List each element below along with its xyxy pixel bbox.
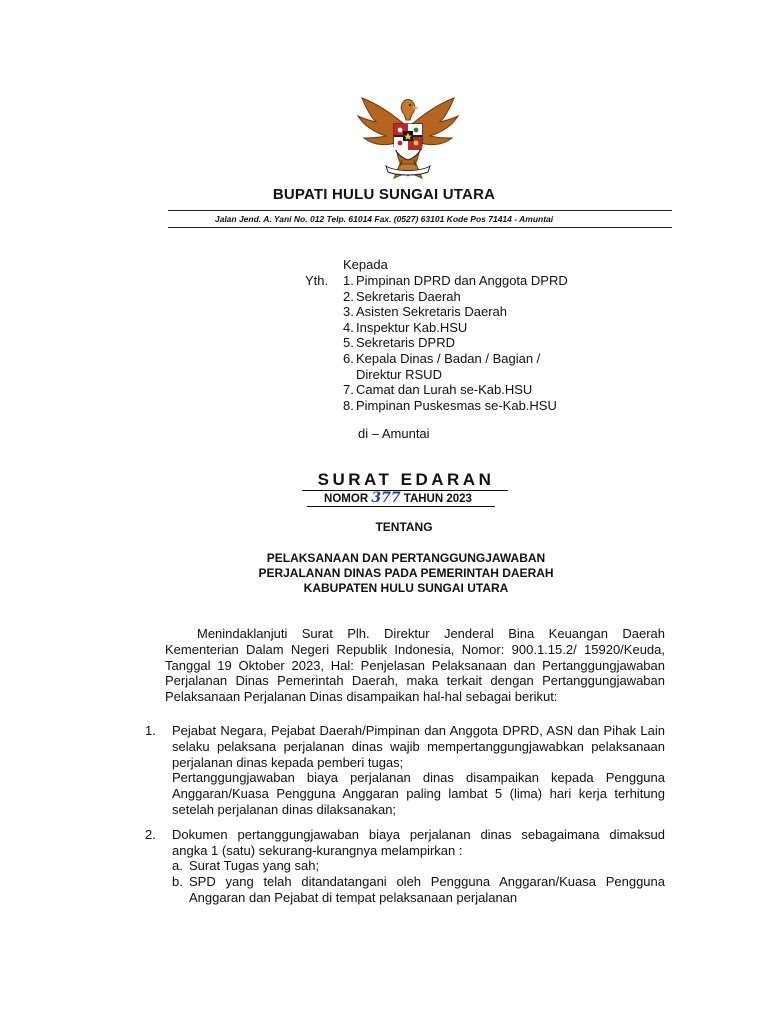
point-number: 1. bbox=[145, 723, 156, 738]
header-rule-top bbox=[168, 210, 672, 211]
body-intro bbox=[165, 626, 665, 705]
document-number bbox=[0, 490, 768, 506]
nomor-label: NOMOR bbox=[324, 493, 369, 505]
sub-item: a. Surat Tugas yang sah; bbox=[172, 858, 320, 874]
subject-line: KABUPATEN HULU SUNGAI UTARA bbox=[303, 581, 509, 595]
document-title: SURAT EDARAN bbox=[317, 470, 495, 489]
tentang-heading: TENTANG bbox=[375, 520, 433, 534]
garuda-pancasila-emblem-icon bbox=[356, 94, 460, 182]
recipients-yth: Yth. bbox=[305, 273, 329, 288]
recipient-item: 7. Camat dan Lurah se-Kab.HSU bbox=[343, 382, 533, 398]
subject-line: PELAKSANAAN DAN PERTANGGUNGJAWABAN bbox=[266, 551, 546, 565]
subject-heading bbox=[0, 551, 768, 596]
recipients-list bbox=[343, 273, 568, 413]
body-points bbox=[145, 723, 665, 915]
point-item bbox=[145, 827, 665, 906]
subject-line: PERJALANAN DINAS PADA PEMERINTAH DAERAH bbox=[258, 566, 554, 580]
recipients-place: di – Amuntai bbox=[358, 426, 430, 441]
intro-paragraph: Menindaklanjuti Surat Plh. Direktur Jenderal Bina Keuangan Daerah Kementerian Dalam Negeri Republik Indonesia, Nomor: 900.1.15.2/ 15920/Keuda, Tanggal 19 Oktober 2023, Hal: Penjelasan Pelaksanaan dan Pertanggungjawaban Perjalanan Dinas Pemerintah Daerah, maka terkait dengan Pertanggungjawaban Pelaksanaan Perjalanan Dinas disampaikan hal-hal sebagai berikut: bbox=[165, 626, 665, 705]
point-text: Pejabat Negara, Pejabat Daerah/Pimpinan dan Anggota DPRD, ASN dan Pihak Lain selaku pelaksana perjalanan dinas wajib mempertanggungjawabkan pelaksanaan perjalanan dinas kepada pemberi tugas; bbox=[172, 723, 665, 770]
point-number: 2. bbox=[145, 826, 156, 842]
recipient-item: 6. Kepala Dinas / Badan / Bagian / Direktur RSUD bbox=[343, 350, 541, 382]
institution-name: BUPATI HULU SUNGAI UTARA bbox=[272, 186, 496, 203]
tahun-label: TAHUN 2023 bbox=[403, 493, 472, 505]
point-text: Dokumen pertanggungjawaban biaya perjalanan dinas sebagaimana dimaksud angka 1 (satu) sekurang-kurangnya melampirkan : bbox=[172, 826, 665, 858]
recipient-item: 3. Asisten Sekretaris Daerah bbox=[343, 304, 508, 320]
nomor-underline bbox=[307, 506, 495, 507]
sub-item: b. SPD yang telah ditandatangani oleh Pengguna Anggaran/Kuasa Pengguna Anggaran dan Pejabat di tempat pelaksanaan perjalanan bbox=[172, 874, 665, 905]
point-text: Pertanggungjawaban biaya perjalanan dinas disampaikan kepada Pengguna Anggaran/Kuasa Pengguna Anggaran paling lambat 5 (lima) hari kerja terhitung setelah perjalanan dinas dilaksanakan; bbox=[172, 770, 665, 817]
institution-address: Jalan Jend. A. Yani No. 012 Telp. 61014 Fax. (0527) 63101 Kode Pos 71414 - Amuntai bbox=[214, 214, 554, 224]
recipients-kepada: Kepada bbox=[343, 257, 388, 272]
recipient-item: 4. Inspektur Kab.HSU bbox=[343, 319, 468, 335]
point-item bbox=[145, 723, 665, 818]
recipient-item: 1. Pimpinan DPRD dan Anggota DPRD bbox=[343, 273, 568, 288]
header-rule-bottom bbox=[168, 227, 672, 228]
nomor-handwritten-value: 377 bbox=[371, 490, 401, 506]
recipient-item: 8. Pimpinan Puskesmas se-Kab.HSU bbox=[343, 397, 557, 413]
recipient-item: 5. Sekretaris DPRD bbox=[343, 335, 455, 351]
recipient-item: 2. Sekretaris Daerah bbox=[343, 288, 461, 304]
point-sublist bbox=[172, 858, 665, 905]
